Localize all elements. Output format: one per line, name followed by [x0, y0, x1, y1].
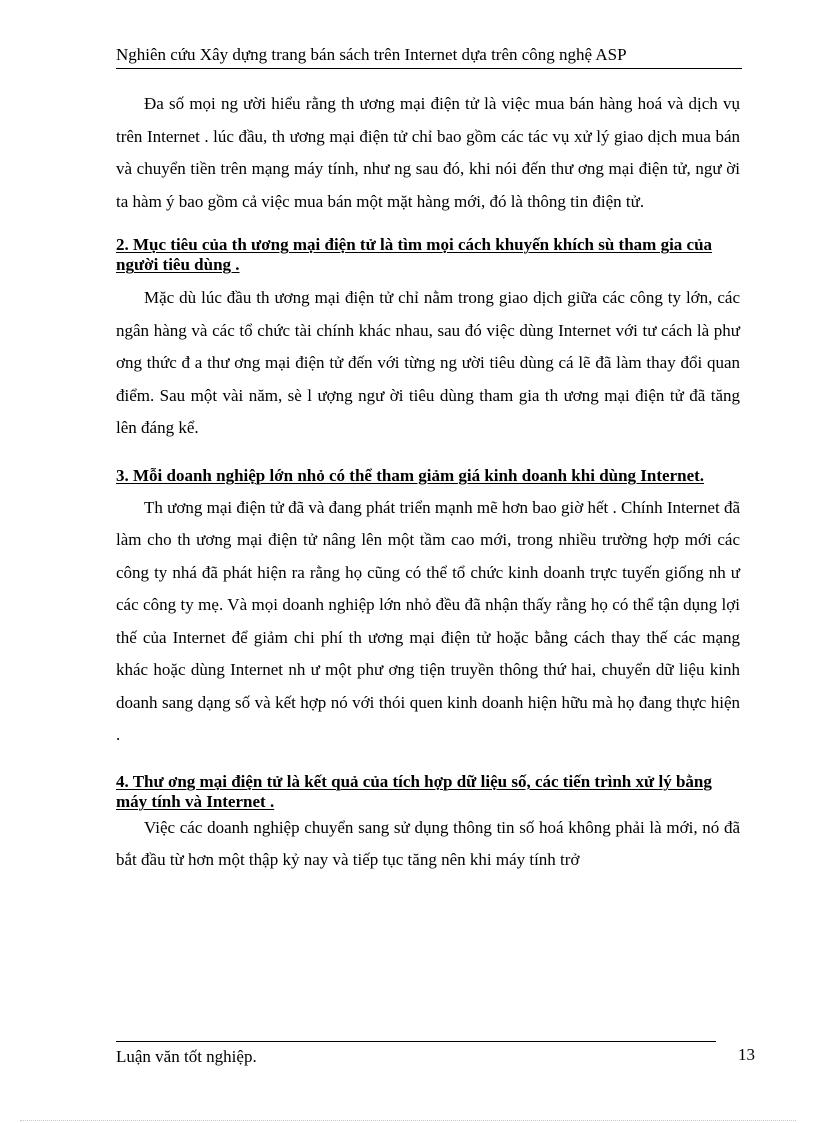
section-heading-2: 2. Mục tiêu của th ương mại điện tử là tìm mọi cách khuyến khích sù tham gia của người tiêu dùng .	[116, 235, 713, 274]
section-heading-3: 3. Mỗi doanh nghiệp lớn nhỏ có thể tham giảm giá kinh doanh khi dùng Internet.	[116, 465, 705, 485]
section-4	[116, 772, 740, 877]
running-header: Nghiên cứu Xây dựng trang bán sách trên Internet dựa trên công nghệ ASP	[116, 45, 627, 64]
section-2-paragraph: Mặc dù lúc đầu th ương mại điện tử chỉ nằm trong giao dịch giữa các công ty lớn, các ngân hàng và các tổ chức tài chính khác nhau, sau đó việc dùng Internet với tư cách là phư ơng thức đ a thư ơng mại điện tử đến với từng ng ười tiêu dùng cá lẽ đã làm thay đổi quan điểm. Sau một vài năm, sè l ượng ngư ời tiêu dùng tham gia th ương mại điện tử đã tăng lên đáng kể.	[116, 288, 740, 437]
section-2	[116, 235, 740, 445]
footer-label: Luận văn tốt nghiệp.	[116, 1047, 257, 1066]
intro-paragraph: Đa số mọi ng ười hiểu rằng th ương mại điện tử là việc mua bán hàng hoá và dịch vụ trên Internet . lúc đầu, th ương mại điện tử chỉ bao gồm các tác vụ xử lý giao dịch mua bán và chuyển tiền trên mạng máy tính, như ng sau đó, khi nói đến thư ơng mại điện tử, ngư ời ta hàm ý bao gồm cả việc mua bán một mặt hàng mới, đó là thông tin điện tử.	[116, 94, 740, 211]
footer-rule	[116, 1041, 716, 1042]
header-rule	[116, 68, 742, 69]
section-4-paragraph: Việc các doanh nghiệp chuyển sang sử dụng thông tin số hoá không phải là mới, nó đã bắt đầu từ hơn một thập kỷ nay và tiếp tục tăng nên khi máy tính trở	[116, 817, 740, 869]
page-number: 13	[738, 1045, 755, 1064]
section-heading-4: 4. Thư ơng mại điện tử là kết quả của tích hợp dữ liệu số, các tiến trình xử lý bằng máy tính và Internet .	[116, 771, 712, 811]
intro-section	[116, 88, 740, 218]
page-body	[116, 88, 740, 877]
page-bottom-edge	[20, 1120, 796, 1121]
section-3-paragraph: Th ương mại điện tử đã và đang phát triển mạnh mẽ hơn bao giờ hết . Chính Internet đã làm cho th ương mại điện tử nâng lên một tầm cao mới, trong nhiều trường hợp mới các công ty nhá đã phát hiện ra rằng họ cũng có thể tổ chức kinh doanh trực tuyến giống nh ư các công ty mẹ. Và mọi doanh nghiệp lớn nhỏ đều đã nhận thấy rằng họ có thể tận dụng lợi thế của Internet để giảm chi phí th ương mại điện tử hoặc bằng cách thay thế các mạng khác hoặc dùng Internet nh ư một phư ơng tiện truyền thông thứ hai, chuyển dữ liệu kinh doanh sang dạng số và kết hợp nó với thói quen kinh doanh hiện hữu mà họ đang thực hiện .	[116, 497, 740, 744]
section-3	[116, 466, 740, 752]
